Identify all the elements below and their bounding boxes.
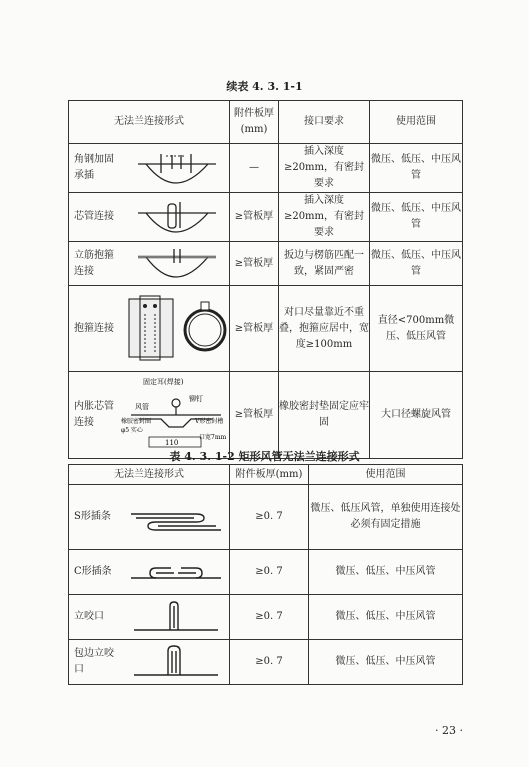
label-duct: 风管: [135, 403, 150, 411]
header-range: 使用范围: [309, 465, 463, 485]
table-row: [69, 485, 463, 550]
s-slip-figure: [126, 502, 226, 532]
header-thickness: 附件板厚(mm): [230, 465, 309, 485]
row-thickness: —: [230, 144, 279, 193]
row-range: 大口径螺旋风管: [370, 372, 463, 459]
angle-steel-socket-figure: [126, 149, 226, 187]
table-rect-duct-connections: [68, 464, 463, 685]
row-thickness: ≥0. 7: [230, 595, 309, 640]
row-name: 立咬口: [74, 611, 104, 622]
table-row: [69, 595, 463, 640]
row-range: 微压、低压、中压风管: [309, 550, 463, 595]
table-row: [69, 550, 463, 595]
row-name: 芯管连接: [74, 211, 114, 222]
header-range: 使用范围: [370, 101, 463, 144]
label-rivet: 铆钉: [189, 395, 204, 403]
table-round-duct-connections: [68, 100, 463, 459]
table-row: [69, 640, 463, 685]
label-fixed-ear: 固定耳(焊接): [143, 378, 184, 386]
table2-caption: 表 4. 3. 1-2 矩形风管无法兰连接形式: [169, 450, 360, 463]
header-form: 无法兰连接形式: [69, 101, 230, 144]
table-row: [69, 286, 463, 372]
row-thickness: ≥0. 7: [230, 640, 309, 685]
wrapped-standing-seam-figure: [126, 643, 226, 681]
row-thickness: ≥管板厚: [230, 242, 279, 286]
row-name: 抱箍连接: [74, 322, 114, 334]
table1-caption: 续表 4. 3. 1-1: [226, 80, 303, 93]
row-thickness: ≥管板厚: [230, 193, 279, 242]
row-thickness: ≥管板厚: [230, 286, 279, 372]
label-v-seal: V形密封槽: [195, 418, 224, 425]
row-range: 微压、低压、中压风管: [370, 242, 463, 286]
table-row: [69, 193, 463, 242]
page-number: · 23 ·: [435, 724, 463, 737]
row-name: S形插条: [74, 511, 111, 522]
row-range: 微压、低压、中压风管: [370, 144, 463, 193]
standing-seam-figure: [126, 598, 226, 636]
table-row: [69, 372, 463, 459]
row-name: C形插条: [74, 566, 112, 577]
row-range: 直径<700mm微压、低压风管: [370, 286, 463, 372]
row-range: 微压、低压、中压风管: [309, 595, 463, 640]
row-requirement: 扳边与楞筋匹配一致，紧固严密: [279, 242, 370, 286]
label-opening-width: 口宽7mm: [199, 434, 227, 441]
header-requirement: 接口要求: [279, 101, 370, 144]
internal-core-figure: [121, 375, 229, 455]
c-slip-figure: [126, 557, 226, 587]
row-name: 内胀芯管连接: [74, 401, 114, 428]
core-pipe-figure: [126, 198, 226, 236]
table-row: [69, 242, 463, 286]
row-thickness: ≥0. 7: [230, 485, 309, 550]
label-solid-core: φ5 实心: [121, 427, 144, 434]
rib-hoop-figure: [126, 245, 226, 283]
row-name: 角钢加固承插: [74, 154, 114, 181]
row-requirement: 插入深度≥20mm，有密封要求: [279, 193, 370, 242]
table-row: [69, 144, 463, 193]
row-range: 微压、低压风管，单独使用连接处必须有固定措施: [309, 485, 463, 550]
row-name: 立筋抱箍连接: [74, 249, 114, 277]
row-requirement: 橡胶密封垫固定应牢固: [279, 372, 370, 459]
label-rubber-seal: 橡胶密封圈: [121, 418, 152, 425]
hoop-connection-figure: [121, 294, 229, 364]
row-range: 微压、低压、中压风管: [309, 640, 463, 685]
row-range: 微压、低压、中压风管: [370, 193, 463, 242]
row-thickness: ≥0. 7: [230, 550, 309, 595]
row-requirement: 插入深度≥20mm，有密封要求: [279, 144, 370, 193]
row-requirement: 对口尽量靠近不重叠，抱箍应居中，宽度≥100mm: [279, 286, 370, 372]
header-thickness: 附件板厚(mm): [230, 101, 279, 144]
header-form: 无法兰连接形式: [69, 465, 230, 485]
row-name: 包边立咬口: [74, 648, 114, 675]
row-thickness: ≥管板厚: [230, 372, 279, 459]
label-dim: 110: [165, 439, 179, 447]
